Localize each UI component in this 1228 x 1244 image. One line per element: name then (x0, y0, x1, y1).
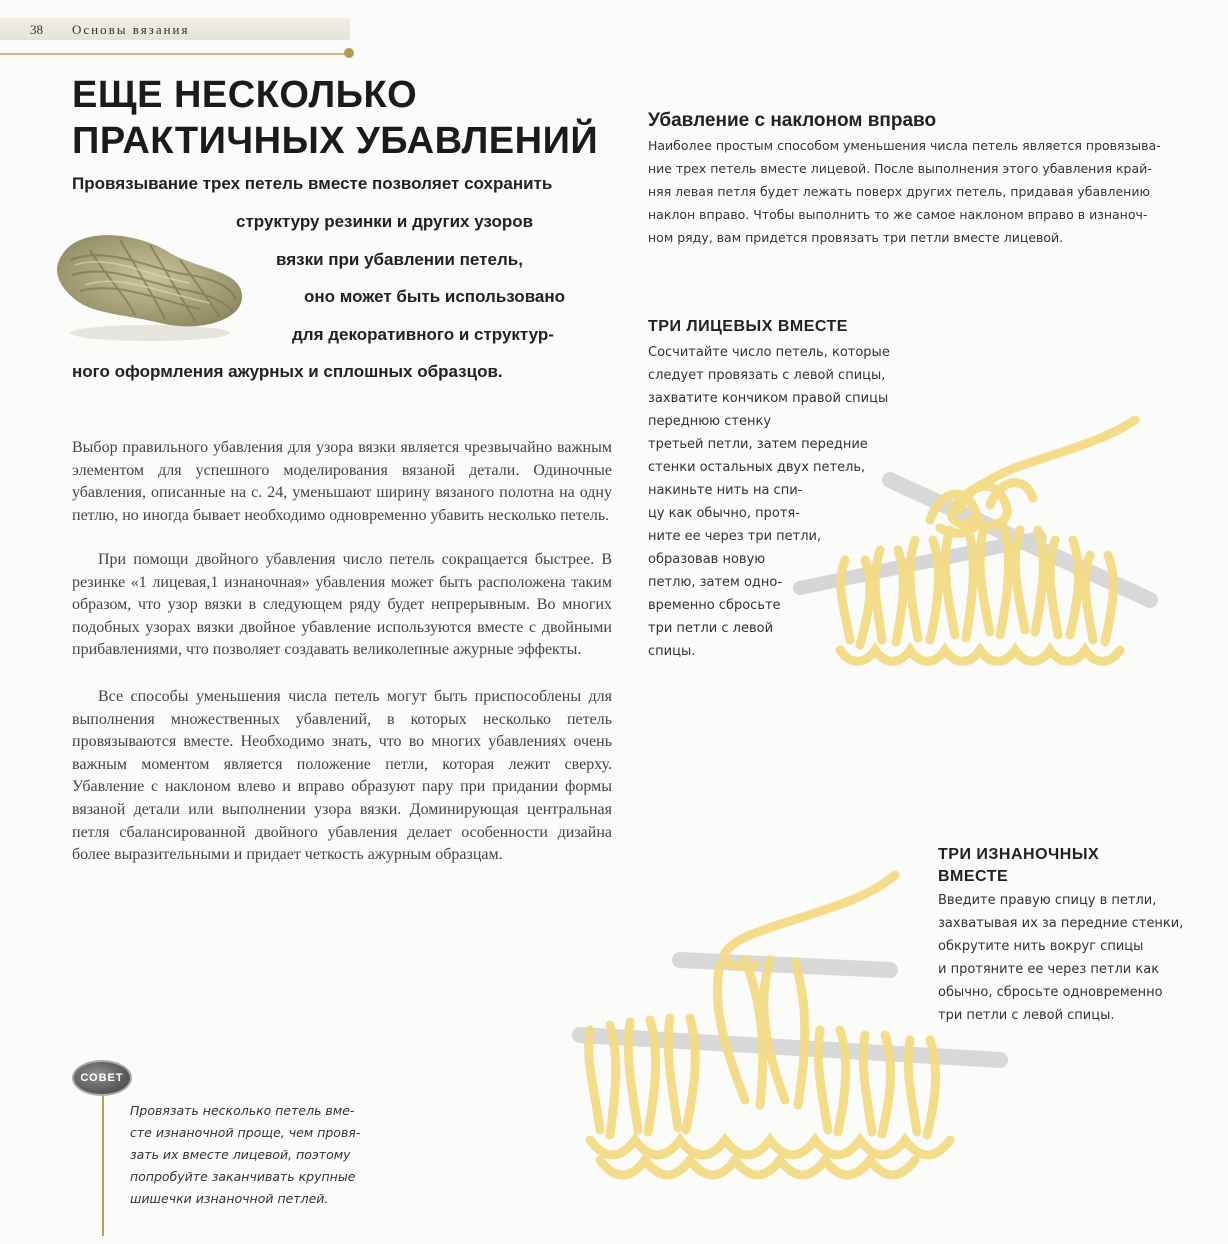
header-rule-knob (344, 48, 354, 58)
knit-three-line: ните ее через три петли, (648, 529, 822, 544)
tip-divider (102, 1096, 104, 1236)
knit-three-line: следует провязать с левой спицы, (648, 368, 886, 383)
purl-three-line: Введите правую спицу в петли, (938, 893, 1157, 908)
tip-badge-label: СОВЕТ (80, 1072, 124, 1084)
knit-three-line: три петли с левой (648, 621, 774, 636)
page-title-line-2: ПРАКТИЧНЫХ УБАВЛЕНИЙ (72, 120, 599, 162)
purl-three-together-illustration (570, 860, 1020, 1190)
lead-line: оно может быть использовано (304, 287, 566, 306)
tip-text-line: попробуйте заканчивать крупные (130, 1169, 356, 1184)
body-paragraph: Выбор правильного убавления для узора вязки является чрезвычайно важным элементом для успешного моделирования вязаной детали. Одиночные убавления, описанные на с. 24, уменьшают ширину вязаного полотна на одну петлю, но иногда бывает необходимо одновременно убавить несколько петель. (72, 439, 612, 524)
knit-three-line: Сосчитайте число петель, которые (648, 345, 890, 360)
knit-three-together-illustration (790, 410, 1170, 700)
knit-three-heading: ТРИ ЛИЦЕВЫХ ВМЕСТЕ (648, 318, 848, 335)
section-text-line: ном ряду, вам придется провязать три петли вместе лицевой. (648, 230, 1064, 245)
tip-text-line: Провязать несколько петель вме- (130, 1103, 355, 1118)
page-title (72, 72, 632, 164)
lead-line: Провязывание трех петель вместе позволяет сохранить (72, 174, 553, 193)
lead-line: структуру резинки и других узоров (236, 212, 534, 231)
tip-text-line: зать их вместе лицевой, поэтому (130, 1147, 351, 1162)
purl-three-heading-line-1: ТРИ ИЗНАНОЧНЫХ (938, 846, 1100, 863)
lead-line: вязки при убавлении петель, (276, 250, 523, 269)
header-rule (0, 53, 352, 55)
tip-text-line: сте изнаночной проще, чем провя- (130, 1125, 361, 1140)
lead-line: ного оформления ажурных и сплошных образцов. (72, 362, 503, 381)
knit-three-line: образовав новую (648, 552, 766, 567)
knit-three-line: переднюю стенку (648, 414, 772, 429)
lead-line: для декоративного и структур- (292, 325, 554, 344)
knit-three-line: цу как обычно, протя- (648, 506, 800, 521)
body-paragraph: Все способы уменьшения числа петель могут быть приспособлены для выполнения множественных убавлений, в которых несколько петель провязываются вместе. Необходимо знать, что во многих убавлениях очень важным моментом является положение петли, которая лежит сверху. Убавление с наклоном влево и вправо образуют пару при придании формы вязаной детали или выполнении узора вязки. Доминирующая центральная петля сбалансированной двойного убавления делает особенности дизайна более выразительными и придает четкость ажурным образцам. (72, 688, 612, 864)
yarn-skein-image (50, 215, 250, 345)
tip-text-line: шишечки изнаночной петлей. (130, 1191, 329, 1206)
section-text-line: няя левая петля будет лежать поверх других петель, придавая убавлению (648, 184, 1150, 199)
page-title-line-1: ЕЩЕ НЕСКОЛЬКО (72, 74, 418, 116)
purl-three-line: обкрутите нить вокруг спицы (938, 939, 1144, 954)
section-name: Основы вязания (72, 22, 190, 37)
knit-three-line: захватите кончиком правой спицы (648, 391, 889, 406)
knit-three-line: накиньте нить на спи- (648, 483, 803, 498)
knit-three-line: петлю, затем одно- (648, 575, 783, 590)
purl-three-heading-line-2: ВМЕСТЕ (938, 868, 1009, 885)
purl-three-line: три петли с левой спицы. (938, 1008, 1115, 1023)
knit-three-line: третьей петли, затем передние (648, 437, 868, 452)
knit-three-line: спицы. (648, 644, 696, 659)
section-text-line: Наиболее простым способом уменьшения числа петель является провязыва- (648, 138, 1161, 153)
page-number: 38 (30, 22, 43, 37)
purl-three-line: захватывая их за передние стенки, (938, 916, 1184, 931)
purl-three-line: обычно, сбросьте одновременно (938, 985, 1163, 1000)
knit-three-line: временно сбросьте (648, 598, 781, 613)
body-paragraph: При помощи двойного убавления число петель сокращается быстрее. В резинке «1 лицевая,1 изнаночная» убавления может быть расположена таким образом, что узор вязки в следующем ряду будет непрерывным. Во многих подобных узорах вязки двойное убавление используются вместе с двойными прибавлениями, что позволяет создавать великолепные ажурные эффекты. (72, 551, 612, 659)
section-text-line: ние трех петель вместе лицевой. После выполнения этого убавления край- (648, 161, 1152, 176)
tip-badge (72, 1060, 132, 1096)
purl-three-line: и протяните ее через петли как (938, 962, 1160, 977)
knit-three-line: стенки остальных двух петель, (648, 460, 866, 475)
section-text-line: наклон вправо. Чтобы выполнить то же самое наклоном вправо в изнаноч- (648, 207, 1148, 222)
section-heading: Убавление с наклоном вправо (648, 110, 937, 131)
